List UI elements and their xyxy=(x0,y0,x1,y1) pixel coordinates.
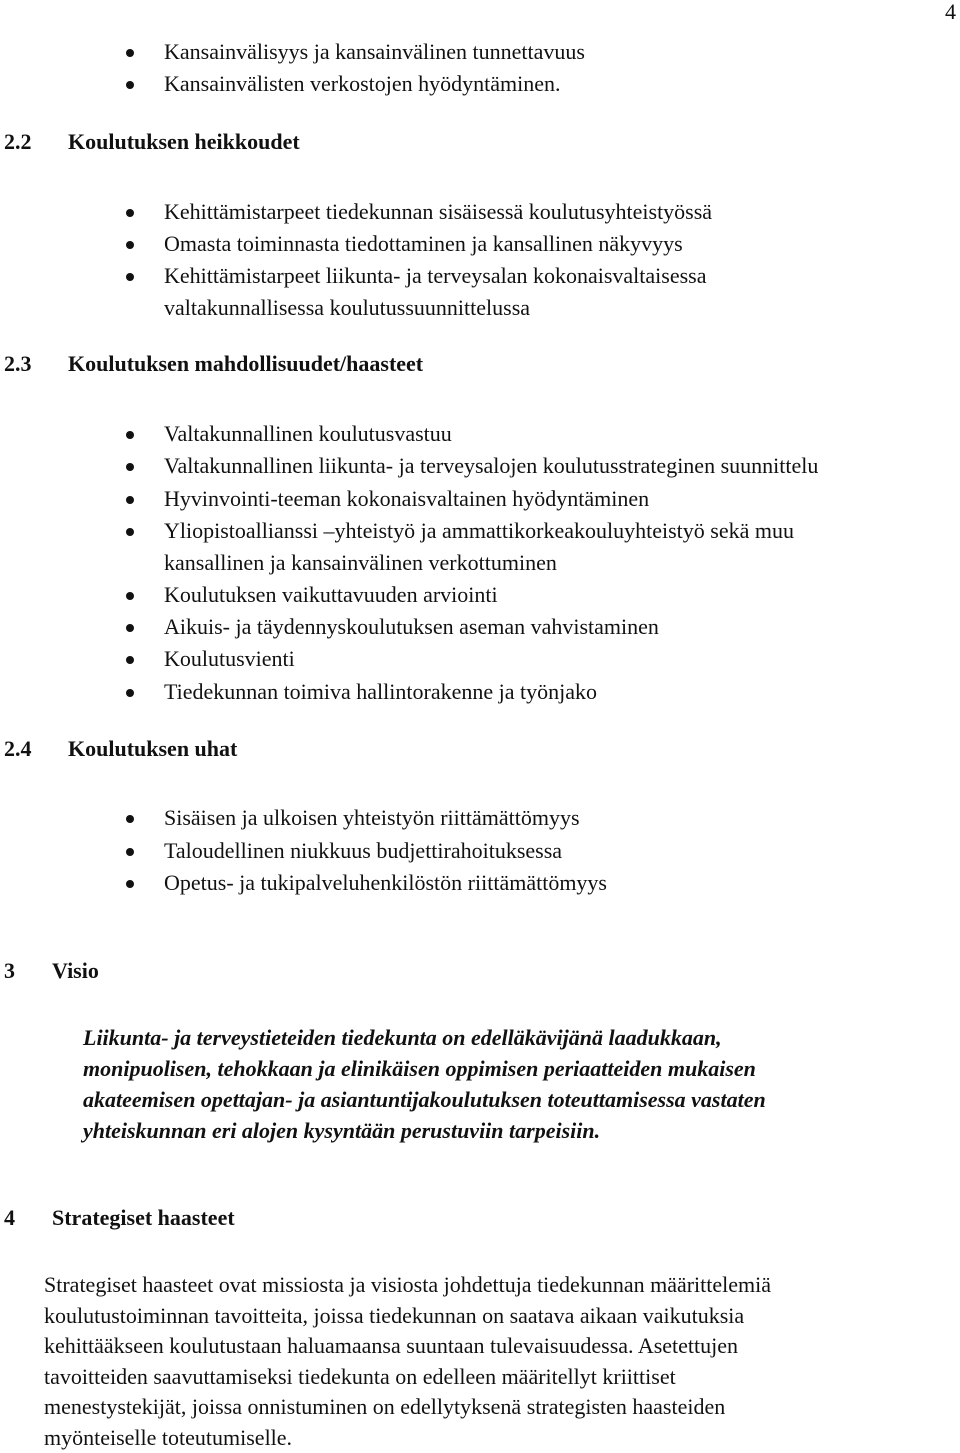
strategic-challenges-paragraph xyxy=(44,1270,771,1453)
section-title: Koulutuksen heikkoudet xyxy=(68,129,300,154)
vision-line: akateemisen opettajan- ja asiantuntijakoulutuksen toteuttamisessa vastaten xyxy=(83,1087,766,1112)
section-number: 2.2 xyxy=(4,129,32,154)
section-title: Koulutuksen uhat xyxy=(68,736,238,761)
paragraph-line: Strategiset haasteet ovat missiosta ja visiosta johdettuja tiedekunnan määrittelemiä xyxy=(44,1272,772,1297)
section-title: Koulutuksen mahdollisuudet/haasteet xyxy=(68,351,424,376)
list-item: Kehittämistarpeet tiedekunnan sisäisessä koulutusyhteistyössä xyxy=(164,196,712,228)
paragraph-line: menestystekijät, joissa onnistuminen on edellytyksenä strategisten haasteiden xyxy=(44,1394,726,1419)
paragraph-line: kehittääkseen koulutustaan haluamaansa suuntaan tulevaisuudessa. Asetettujen xyxy=(44,1333,739,1358)
list-item: Tiedekunnan toimiva hallintorakenne ja työnjako xyxy=(164,676,597,708)
section-number: 4 xyxy=(4,1205,15,1230)
list-item: Yliopistoallianssi –yhteistyö ja ammattikorkeakouluyhteistyö sekä muu xyxy=(164,515,794,547)
list-item: Aikuis- ja täydennyskoulutuksen aseman vahvistaminen xyxy=(164,611,659,643)
list-item: Opetus- ja tukipalveluhenkilöstön riittämättömyys xyxy=(164,867,607,899)
section-number: 2.4 xyxy=(4,736,32,761)
vision-statement xyxy=(83,1022,943,1146)
list-item: Kehittämistarpeet liikunta- ja terveysalan kokonaisvaltaisessa xyxy=(164,260,707,292)
list-item-continuation: kansallinen ja kansainvälinen verkottuminen xyxy=(164,550,557,575)
list-item: Omasta toiminnasta tiedottaminen ja kansallinen näkyvyys xyxy=(164,228,683,260)
section-number: 3 xyxy=(4,958,15,983)
list-item: Valtakunnallinen liikunta- ja terveysalojen koulutusstrateginen suunnittelu xyxy=(164,450,818,482)
section-number: 2.3 xyxy=(4,351,32,376)
list-item: Kansainvälisten verkostojen hyödyntäminen. xyxy=(164,68,561,100)
list-item: Koulutusvienti xyxy=(164,643,295,675)
list-item: Hyvinvointi-teeman kokonaisvaltainen hyödyntäminen xyxy=(164,483,649,515)
list-item: Sisäisen ja ulkoisen yhteistyön riittämättömyys xyxy=(164,802,580,834)
paragraph-line: tavoitteiden saavuttamiseksi tiedekunta on edelleen määritellyt kriittiset xyxy=(44,1363,676,1389)
list-item: Koulutuksen vaikuttavuuden arviointi xyxy=(164,579,498,611)
section-title: Visio xyxy=(52,958,99,983)
paragraph-line: koulutustoiminnan tavoitteita, joissa tiedekunnan on saatava aikaan vaikutuksia xyxy=(44,1302,745,1328)
vision-line: monipuolisen, tehokkaan ja elinikäisen oppimisen periaatteiden mukaisen xyxy=(83,1056,756,1081)
section-title: Strategiset haasteet xyxy=(52,1205,235,1230)
paragraph-line: myönteiselle toteutumiselle. xyxy=(44,1424,293,1450)
list-item-continuation: valtakunnallisessa koulutussuunnittelussa xyxy=(164,295,531,320)
list-item: Taloudellinen niukkuus budjettirahoituksessa xyxy=(164,835,562,867)
list-item: Valtakunnallinen koulutusvastuu xyxy=(164,418,452,450)
list-item: Kansainvälisyys ja kansainvälinen tunnettavuus xyxy=(164,36,585,68)
vision-line: yhteiskunnan eri alojen kysyntään perustuviin tarpeisiin. xyxy=(83,1118,601,1143)
page-number: 4 xyxy=(945,0,956,24)
vision-line: Liikunta- ja terveystieteiden tiedekunta on edelläkävijänä laadukkaan, xyxy=(83,1025,722,1050)
